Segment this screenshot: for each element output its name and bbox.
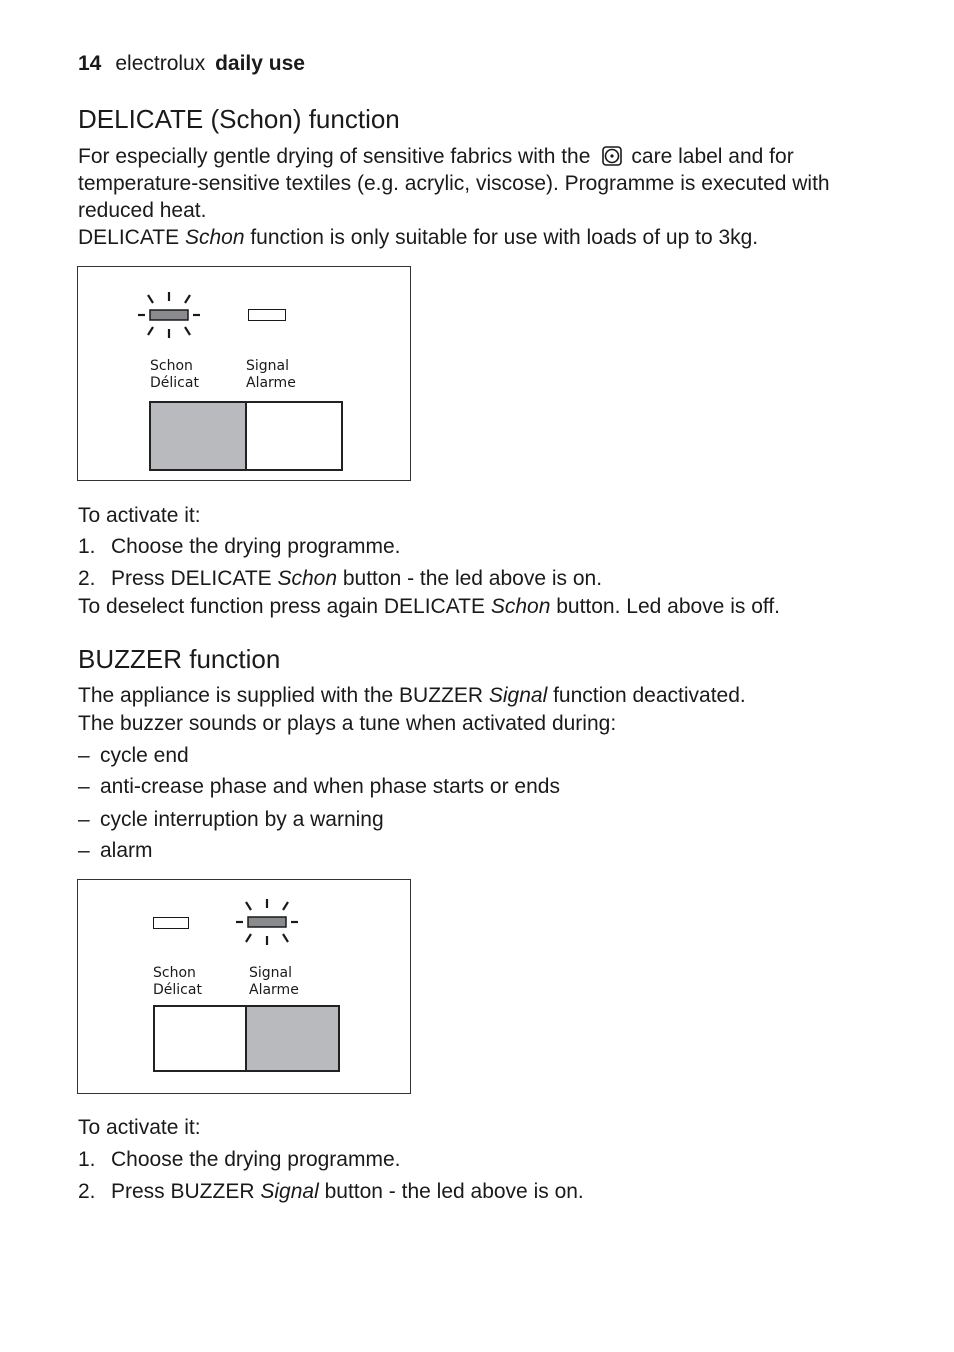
buzzer-line-1: [78, 682, 746, 709]
intro-text-b: care label and for: [631, 145, 794, 168]
page-number: 14: [78, 52, 102, 75]
delicate-heading: DELICATE (Schon) function: [78, 104, 400, 134]
step-text-b: button - the led above is on.: [337, 567, 603, 590]
buzzer-step-2: [78, 1178, 584, 1205]
step-text-a: Press DELICATE: [111, 567, 278, 590]
step-text-a: Press BUZZER: [111, 1180, 261, 1203]
buzzer-button[interactable]: [245, 1005, 340, 1072]
bullet-marker: –: [78, 744, 90, 767]
delicate-intro-line-3: reduced heat.: [78, 199, 207, 222]
buzzer-text-em: Signal: [488, 684, 548, 707]
buzzer-heading: BUZZER function: [78, 644, 281, 674]
led-off-indicator: [248, 309, 286, 321]
bullet-marker: –: [78, 808, 90, 831]
load-text-em: Schon: [184, 226, 245, 249]
bullet-text: cycle end: [100, 744, 189, 767]
delicate-step-1: [78, 533, 400, 560]
step-number: 1.: [78, 535, 96, 558]
delicate-step-2: [78, 565, 602, 592]
deselect-text-a: To deselect function press again DELICATE: [78, 595, 491, 618]
step-number: 2.: [78, 567, 96, 590]
delicate-button[interactable]: [149, 401, 247, 471]
buzzer-line-2: The buzzer sounds or plays a tune when activated during:: [78, 712, 617, 735]
delicate-intro-line-1: [78, 143, 794, 170]
deselect-text-b: button. Led above is off.: [550, 595, 780, 618]
buzzer-text-a: The appliance is supplied with the BUZZER: [78, 684, 489, 707]
schon-delicat-label: Schon Délicat: [153, 965, 202, 998]
delicate-load-note: [78, 224, 758, 251]
list-item: [78, 742, 189, 769]
step-text-b: button - the led above is on.: [318, 1180, 584, 1203]
led-on-icon: [136, 289, 202, 341]
step-text: Choose the drying programme.: [111, 1148, 401, 1171]
step-number: 2.: [78, 1180, 96, 1203]
signal-alarme-label: Signal Alarme: [249, 965, 299, 998]
delicate-intro-line-2: temperature-sensitive textiles (e.g. acrylic, viscose). Programme is executed with: [78, 172, 830, 195]
delicate-activate-label: To activate it:: [78, 504, 201, 527]
page-header: [78, 52, 305, 76]
buzzer-activate-label: To activate it:: [78, 1116, 201, 1139]
delicate-control-panel: [77, 266, 411, 481]
load-text-a: DELICATE: [78, 226, 185, 249]
list-item: [78, 806, 384, 833]
step-text-em: Schon: [277, 567, 338, 590]
signal-alarme-label: Signal Alarme: [246, 358, 296, 391]
led-off-indicator: [153, 917, 189, 929]
section-title: daily use: [215, 52, 305, 75]
delicate-deselect-note: [78, 593, 780, 620]
list-item: [78, 837, 153, 864]
tumble-dry-low-heat-icon: [602, 146, 622, 166]
buzzer-button[interactable]: [245, 401, 343, 471]
bullet-text: anti-crease phase and when phase starts or ends: [100, 775, 560, 798]
bullet-marker: –: [78, 839, 90, 862]
bullet-text: alarm: [100, 839, 153, 862]
buzzer-step-1: [78, 1146, 400, 1173]
step-text: Choose the drying programme.: [111, 535, 401, 558]
step-number: 1.: [78, 1148, 96, 1171]
bullet-marker: –: [78, 775, 90, 798]
delicate-button[interactable]: [153, 1005, 249, 1072]
intro-text-a: For especially gentle drying of sensitive fabrics with the: [78, 145, 591, 168]
led-on-icon: [234, 896, 300, 948]
buzzer-text-b: function deactivated.: [547, 684, 746, 707]
step-text-em: Signal: [260, 1180, 319, 1203]
load-text-b: function is only suitable for use with loads of up to 3kg.: [244, 226, 759, 249]
buzzer-control-panel: [77, 879, 411, 1094]
brand-name: electrolux: [115, 52, 206, 75]
deselect-text-em: Schon: [490, 595, 551, 618]
schon-delicat-label: Schon Délicat: [150, 358, 199, 391]
list-item: [78, 773, 560, 800]
bullet-text: cycle interruption by a warning: [100, 808, 384, 831]
